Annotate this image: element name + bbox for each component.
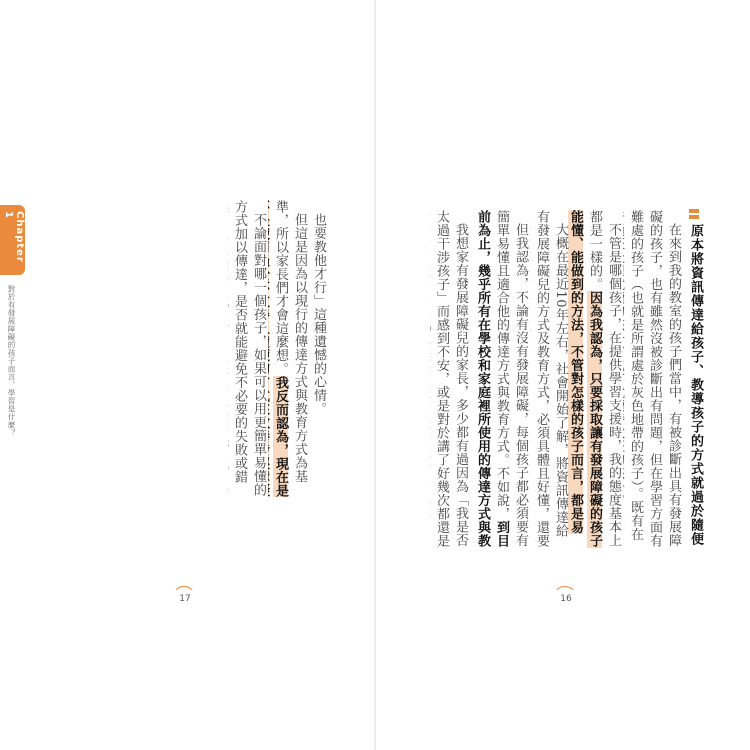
section-heading: 原本將資訊傳達給孩子、教導孩子的方式就過於隨便 <box>688 224 703 546</box>
page-number-arc <box>172 586 196 610</box>
bold-text: 到目前為止，幾乎所有在學校和家庭裡所使用的傳達方式與教 <box>475 210 509 548</box>
heading-marker <box>689 209 699 213</box>
chapter-subtitle: 對於有發展障礙的孩子而言，學習是什麼？ <box>7 285 16 437</box>
bold-highlight-text: 因為我認為，只要採取讓有發展障礙的孩子能懂、能做到的方法，不管對怎樣的孩子而言，都是易 <box>565 210 602 548</box>
right-text-block-1 <box>623 210 683 550</box>
page-number-arc <box>553 586 577 610</box>
right-text-block-4 <box>475 210 530 550</box>
right-text-block-3 <box>530 210 570 550</box>
left-text-block-1 <box>268 200 328 500</box>
paragraph: 也要教他才行」這種遺憾的心情。 <box>311 213 326 416</box>
right-text-block-5 <box>430 210 470 550</box>
right-text-block-2 <box>565 210 623 550</box>
paragraph: 在來到我的教室的孩子們當中，有被診斷出具有發展障礙的孩子，也有雖然沒被診斷出有問題，但在學習方面有難處的孩子（也就是所謂處於灰色地帶的孩子）。既有在 <box>628 210 681 548</box>
chapter-tab-label: Chapter 1 <box>3 211 25 263</box>
paragraph: 不管是哪個孩子，在提供學習支援時，我的態度基本上都是一樣的。因為我認為，只要採取讓有發展障礙的孩子能懂、能做到的方法，不管對怎樣的孩子而言，都是易 <box>565 210 623 550</box>
bold-highlight-text: 我反而認為，現在是 <box>268 200 288 497</box>
page-number-17: 17 <box>170 586 200 608</box>
paragraph: 大概在最近10年左右，社會開始了解，將資訊傳達給有發展障礙兒的方式及教育方式，必須具體且好懂，還要 <box>534 210 568 548</box>
paragraph: 但我認為，不論有沒有發展障礙，每個孩子都必須要有簡單易懂且適合他的傳達方式與教育方式。不如說，到目前為止，幾乎所有在學校和家庭裡所使用的傳達方式與教 <box>475 210 530 550</box>
heading-marker-2 <box>689 215 699 219</box>
left-text-block-2 <box>228 200 268 500</box>
paragraph: 但這是因為以現行的傳達方式與教育方式為基準，所以家長們才會這麼想。我反而認為，現在是 <box>268 200 309 500</box>
right-page <box>375 0 750 750</box>
paragraph: 我想家有發展障礙兒的家長，多少都有過因為「我是否太過干涉孩子」而感到不安，或是對於講了好幾次都還是 <box>434 210 468 548</box>
page-number-16: 16 <box>551 586 581 608</box>
paragraph: 不論面對哪一個孩子，如果可以用更簡單易懂的方式加以傳達，是否就能避免不必要的失敗或錯 <box>232 200 266 497</box>
chapter-tab <box>0 205 25 275</box>
